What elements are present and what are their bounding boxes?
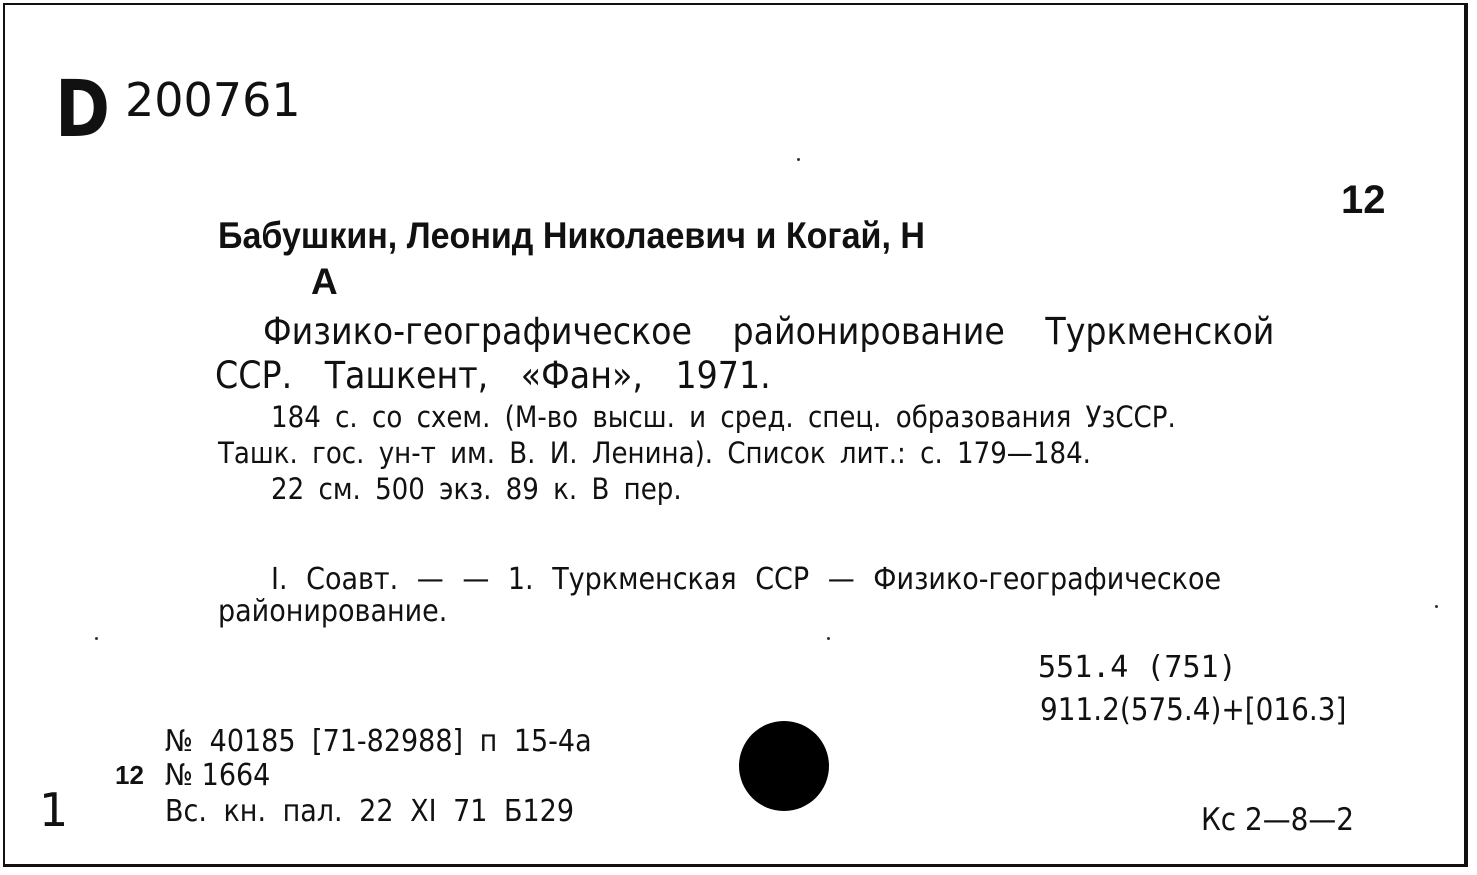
- author-heading-cont: А: [311, 261, 338, 302]
- record-number: № 1664: [165, 758, 271, 793]
- title-line-1: Физико-географическое районирование Туркменской: [263, 310, 1275, 353]
- speck: [827, 637, 830, 640]
- card-code: Кс 2—8—2: [1201, 802, 1355, 838]
- side-number: 12: [115, 760, 144, 790]
- chamber-line: Вс. кн. пал. 22 XI 71 Б129: [165, 794, 575, 829]
- shelf-number: 12: [1341, 178, 1386, 222]
- tracings-line-2: районирование.: [218, 594, 448, 629]
- speck: [95, 637, 98, 640]
- author-heading: Бабушкин, Леонид Николаевич и Когай, Н: [218, 215, 925, 256]
- accession-number: 200761: [125, 73, 301, 127]
- order-number: № 40185 [71-82988] п 15-4а: [165, 724, 592, 759]
- classification-number: 911.2(575.4)+[016.3]: [1040, 692, 1347, 728]
- title-line-2: ССР. Ташкент, «Фан», 1971.: [215, 354, 771, 397]
- collation-line-3: 22 см. 500 экз. 89 к. В пер.: [271, 472, 682, 506]
- catalog-card: [3, 3, 1468, 867]
- speck: [797, 158, 800, 161]
- punch-hole: [739, 721, 829, 811]
- tracings-line-1: I. Соавт. — — 1. Туркменская ССР — Физико-географическое: [271, 562, 1222, 597]
- speck: [1435, 605, 1438, 608]
- collation-line-2: Ташк. гос. ун-т им. В. И. Ленина). Список лит.: с. 179—184.: [218, 436, 1091, 470]
- accession-prefix: D: [55, 65, 111, 155]
- handwritten-mark: 1: [39, 783, 69, 837]
- collation-line-1: 184 с. со схем. (М-во высш. и сред. спец. образования УзССР.: [271, 400, 1176, 434]
- handwritten-classmark: 551.4 (751): [1038, 650, 1237, 685]
